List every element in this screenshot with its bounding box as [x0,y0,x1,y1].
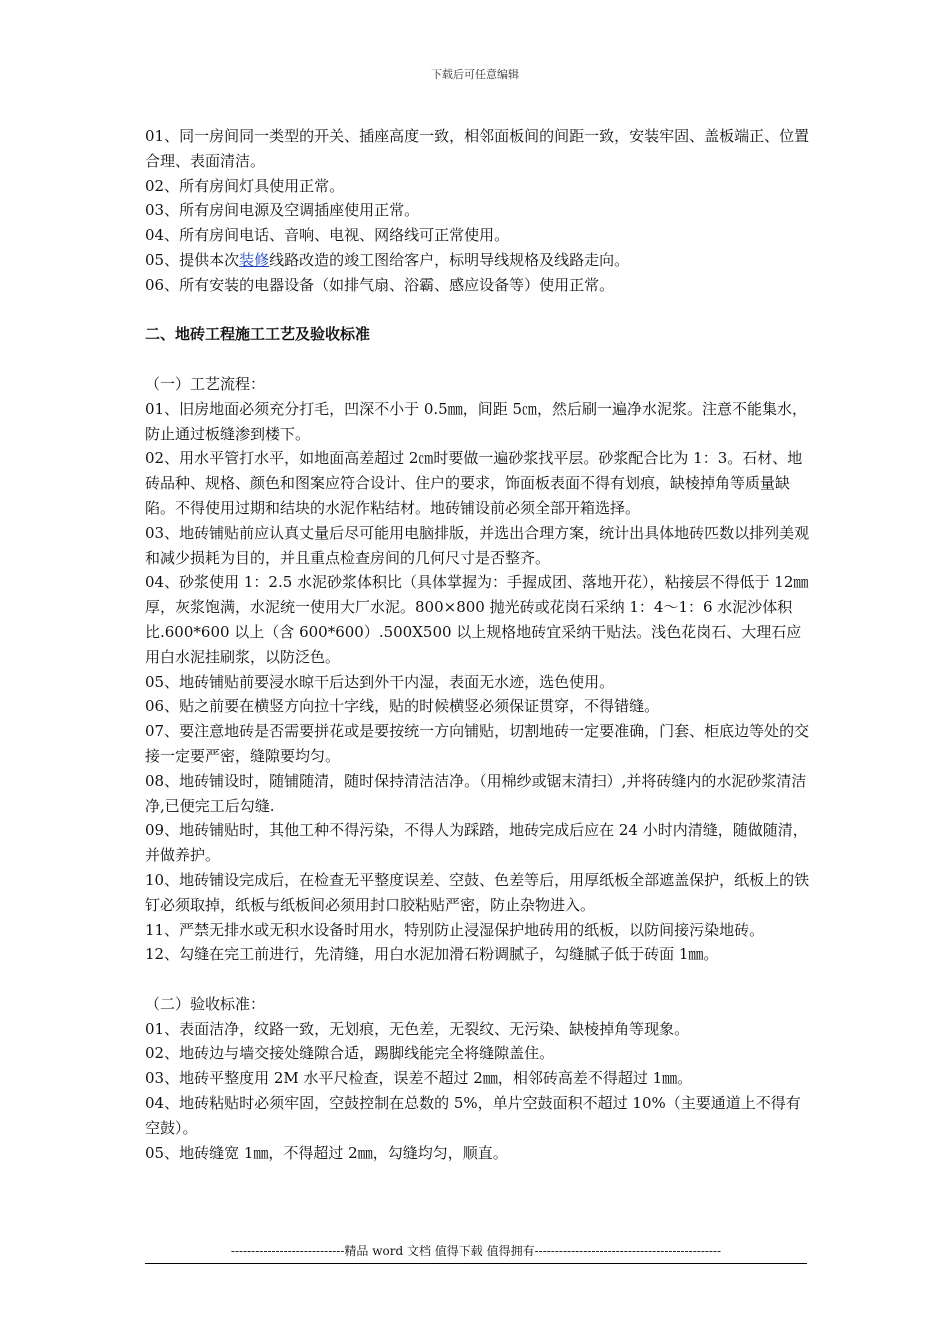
page-footer: ----------------------------精品 word 文档 值得下载 值得拥有---------------------------------------------- [230,1244,722,1258]
list-item: 08、地砖铺设时，随铺随清，随时保持清洁洁净。（用棉纱或锯末清扫）,并将砖缝内的水泥砂浆清洁净,已便完工后勾缝. [145,771,807,815]
subsection-heading: （二）验收标准： [145,994,266,1013]
page-header: 下载后可任意编辑 [431,68,519,81]
list-item: 02、地砖边与墙交接处缝隙合适，踢脚线能完全将缝隙盖住。 [145,1044,555,1063]
list-item: 09、地砖铺贴时，其他工种不得污染，不得人为踩踏，地砖完成后应在 24 小时内清缝，随做随清，并做养护。 [145,821,808,865]
list-item: 01、旧房地面必须充分打毛，凹深不小于 0.5㎜，间距 5㎝，然后刷一遍净水泥浆。注意不能集水，防止通过板缝渗到楼下。 [145,399,808,443]
item-text-before: 05、提供本次 [145,250,240,269]
list-item: 11、严禁无排水或无积水设备时用水，特别防止浸湿保护地砖用的纸板，以防间接污染地砖。 [145,920,765,939]
list-item: 04、砂浆使用 1：2.5 水泥砂浆体积比（具体掌握为：手握成团、落地开花），粘接层不得低于 12㎜厚，灰浆饱满，水泥统一使用大厂水泥。800×800 抛光砖或花岗石采纳 1：4～1：6 水泥沙体积比.600*600 以上（含 600*600）.500X500 以上规格地砖宜采纳干贴法。浅色花岗石、大理石应用白水泥挂刷浆，以防泛色。 [145,573,809,666]
list-item: 05、地砖铺贴前要浸水晾干后达到外干内湿，表面无水迹，选色使用。 [145,672,615,691]
list-item: 01、同一房间同一类型的开关、插座高度一致，相邻面板间的间距一致，安装牢固、盖板端正、位置合理、表面清洁。 [145,127,810,170]
decoration-link[interactable]: 装修 [239,250,270,269]
list-item: 05、地砖缝宽 1㎜，不得超过 2㎜，勾缝均匀，顺直。 [145,1143,508,1162]
item-text-after: 线路改造的竣工图给客户，标明导线规格及线路走向。 [269,250,630,269]
list-item: 06、贴之前要在横竖方向拉十字线，贴的时候横竖必须保证贯穿，不得错缝。 [145,697,660,716]
list-item: 03、所有房间电源及空调插座使用正常。 [145,201,420,220]
footer-divider [145,1263,807,1264]
list-item: 04、所有房间电话、音响、电视、网络线可正常使用。 [145,226,510,245]
section-title: 二、地砖工程施工工艺及验收标准 [145,325,371,344]
list-item: 01、表面洁净，纹路一致，无划痕，无色差，无裂纹、无污染、缺棱掉角等现象。 [145,1019,690,1038]
list-item [145,248,815,273]
list-item: 02、用水平管打水平，如地面高差超过 2㎝时要做一遍砂浆找平层。砂浆配合比为 1：3。石材、地砖品种、规格、颜色和图案应符合设计、住户的要求，饰面板表面不得有划痕，缺棱掉角等质量缺陷。不得使用过期和结块的水泥作粘结材。地砖铺设前必须全部开箱选择。 [145,449,803,517]
process-section [145,372,815,967]
list-item: 06、所有安装的电器设备（如排气扇、浴霸、感应设备等）使用正常。 [145,275,615,294]
list-item: 10、地砖铺设完成后，在检查无平整度误差、空鼓、色差等后，用厚纸板全部遮盖保护，纸板上的铁钉必须取掉，纸板与纸板间必须用封口胶粘贴严密，防止杂物进入。 [145,870,810,914]
document-body [145,124,815,1165]
electrical-acceptance-list [145,124,815,298]
list-item: 12、勾缝在完工前进行，先清缝，用白水泥加滑石粉调腻子，勾缝腻子低于砖面 1㎜。 [145,945,719,964]
list-item: 04、地砖粘贴时必须牢固，空鼓控制在总数的 5%，单片空鼓面积不超过 10%（主要通道上不得有空鼓）。 [145,1094,801,1137]
acceptance-section [145,992,815,1166]
list-item: 07、要注意地砖是否需要拼花或是要按统一方向铺贴，切割地砖一定要准确，门套、柜底边等处的交接一定要严密，缝隙要均匀。 [145,722,810,765]
subsection-heading: （一）工艺流程： [145,374,266,393]
list-item: 03、地砖平整度用 2M 水平尺检查，误差不超过 2㎜，相邻砖高差不得超过 1㎜。 [145,1069,693,1088]
list-item: 02、所有房间灯具使用正常。 [145,176,345,195]
list-item: 03、地砖铺贴前应认真丈量后尽可能用电脑排版，并选出合理方案，统计出具体地砖匹数以排列美观和减少损耗为目的，并且重点检查房间的几何尺寸是否整齐。 [145,523,810,567]
